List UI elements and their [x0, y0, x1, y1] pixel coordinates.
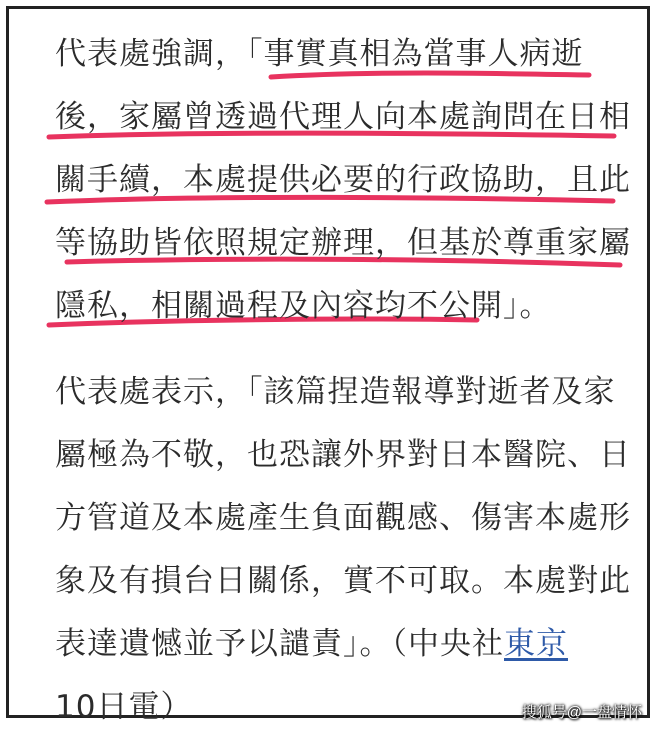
text-line: 代表處表示，「該篇捏造報導對逝者及家 [55, 374, 616, 410]
text-line: 象及有損台日關係，實不可取。本處對此 [55, 563, 631, 599]
condemnation-paragraph [55, 361, 645, 739]
text-line: 屬極為不敬，也恐讓外界對日本醫院、日 [55, 437, 631, 473]
line-prefix: 表達遺憾並予以譴責」。（中央社 [55, 626, 504, 662]
text-line: 方管道及本處產生負面觀感、傷害本處形 [55, 500, 631, 536]
tokyo-link[interactable]: 東京 [504, 626, 568, 662]
text-line: 隱私，相關過程及內容均不公開」。 [55, 288, 552, 324]
text-line: 代表處強調，「事實真相為當事人病逝 [55, 36, 584, 72]
text-line: 後，家屬曾透過代理人向本處詢問在日相 [55, 99, 631, 135]
watermark: 搜狐号@一盘情怀 [521, 704, 642, 721]
text-line: 關手續，本處提供必要的行政協助，且此 [55, 162, 631, 198]
dateline: 10日電） [55, 689, 193, 725]
text-line: 等協助皆依照規定辦理，但基於尊重家屬 [55, 225, 631, 261]
statement-paragraph [55, 23, 645, 338]
article-frame [6, 6, 650, 725]
text-line [55, 613, 645, 676]
